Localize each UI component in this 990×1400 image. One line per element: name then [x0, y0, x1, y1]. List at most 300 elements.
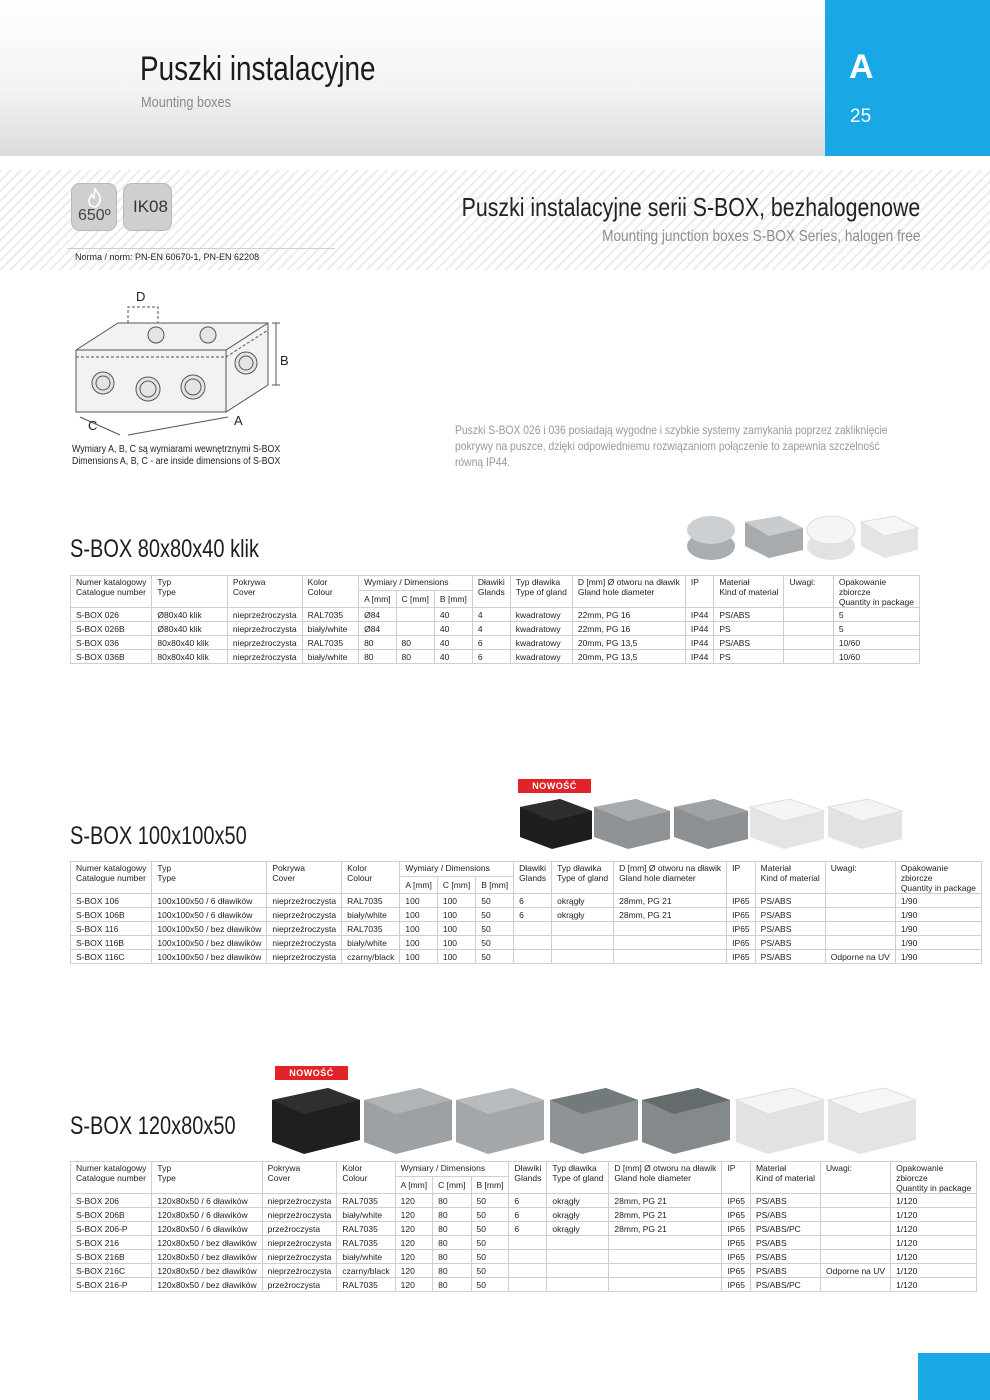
table-cell: 28mm, PG 21	[609, 1222, 722, 1236]
table-cell	[395, 1162, 509, 1177]
product-description: Puszki S-BOX 026 i 036 posiadają wygodne i szybkie systemy zamykania poprzez zakliknięcie pokrywy na puszce, dzięki odpowiedniemu rozwiązaniom połączenie to zapewnia szczelność równą IP44.	[455, 423, 888, 469]
table-cell: PS	[714, 650, 784, 664]
table-cell: RAL7035	[337, 1236, 395, 1250]
header-label: Gland hole diameter	[577, 587, 655, 597]
table-cell	[227, 576, 302, 608]
table-cell: 80	[433, 1194, 471, 1208]
header-label: Typ dławika	[557, 863, 602, 873]
header-label: Materiał	[760, 863, 791, 873]
table-cell: 1/120	[891, 1278, 977, 1292]
table-cell: nieprzeźroczysta	[267, 950, 342, 964]
table-cell: nieprzeźroczysta	[267, 908, 342, 922]
table-cell: RAL7035	[302, 608, 358, 622]
table-row	[71, 1278, 977, 1292]
table-cell	[472, 576, 510, 608]
header-label: zbiorcze	[900, 873, 933, 883]
table-cell	[400, 877, 437, 894]
table-cell: 120x80x50 / 6 dławików	[152, 1208, 262, 1222]
table-cell: okrągły	[547, 1208, 609, 1222]
impact-label: IK08	[133, 197, 168, 216]
table-cell: 100x100x50 / 6 dławików	[152, 908, 267, 922]
table-cell	[821, 1250, 891, 1264]
table-cell	[396, 608, 434, 622]
table-cell: S-BOX 026B	[71, 622, 152, 636]
table-cell	[547, 1278, 609, 1292]
table-cell: 120	[395, 1208, 432, 1222]
table-cell: RAL7035	[302, 636, 358, 650]
table-cell: 1/90	[895, 950, 981, 964]
header-label: IP	[727, 1163, 736, 1173]
header-label: Type	[157, 1173, 176, 1183]
table-cell: 1/90	[895, 936, 981, 950]
table-cell: 120x80x50 / bez dławików	[152, 1250, 262, 1264]
header-label: Kolor	[307, 577, 328, 587]
table-row	[71, 950, 982, 964]
table-cell: 80	[433, 1264, 471, 1278]
table-cell: 120	[395, 1250, 432, 1264]
table-cell	[552, 922, 614, 936]
table-cell: PS	[714, 622, 784, 636]
header-label: Pokrywa	[272, 863, 305, 873]
table-cell: RAL7035	[337, 1194, 395, 1208]
section-title: Puszki instalacyjne serii S-BOX, bezhalogenowe	[461, 192, 920, 222]
header-label: Glands	[514, 1173, 542, 1183]
header-label: Dławiki	[514, 1163, 542, 1173]
table-cell	[614, 936, 727, 950]
header-label: Typ	[157, 863, 172, 873]
header-label: Catalogue number	[76, 873, 146, 883]
header-label: Typ dławika	[552, 1163, 597, 1173]
header-label: A [mm]	[364, 594, 391, 605]
header-label: Gland hole diameter	[614, 1173, 691, 1183]
table-cell: 120x80x50 / bez dławików	[152, 1264, 262, 1278]
table-cell: Ø80x40 klik	[152, 622, 227, 636]
header-label: Cover	[272, 873, 296, 883]
table-cell: 100	[437, 908, 475, 922]
table-header-row	[71, 576, 920, 591]
header-label: zbiorcze	[838, 587, 871, 597]
table-cell: 6	[509, 1194, 547, 1208]
table-row	[71, 1208, 977, 1222]
table-cell: nieprzeźroczysta	[262, 1250, 337, 1264]
header-label: Quantity in package	[838, 597, 914, 607]
header-label: Typ	[157, 1163, 172, 1173]
divider	[67, 248, 335, 249]
header-label: Kind of material	[719, 587, 779, 597]
header-label: Catalogue number	[76, 1173, 146, 1183]
impact-badge	[123, 183, 172, 231]
table-cell: 50	[471, 1236, 509, 1250]
header-label: Type of gland	[552, 1173, 604, 1183]
table-cell: biały/white	[302, 622, 358, 636]
table-cell	[547, 1250, 609, 1264]
header-label: Opakowanie	[838, 577, 887, 587]
table-cell: 80	[396, 636, 434, 650]
dimension-diagram	[58, 285, 308, 445]
table-cell: 50	[471, 1194, 509, 1208]
table-cell: S-BOX 216B	[71, 1250, 152, 1264]
table-row	[71, 1222, 977, 1236]
caption-en: Dimensions A, B, C - are inside dimensions of S-BOX	[72, 456, 281, 467]
table-cell: IP65	[722, 1278, 751, 1292]
header-label: Pokrywa	[267, 1163, 301, 1173]
table-cell: IP65	[722, 1222, 751, 1236]
table-cell	[433, 1177, 471, 1194]
table-cell: nieprzeźroczysta	[262, 1264, 337, 1278]
table-cell: 80x80x40 klik	[152, 636, 227, 650]
table-cell: RAL7035	[337, 1222, 395, 1236]
table-cell: PS/ABS	[750, 1194, 820, 1208]
table-cell: 40	[434, 622, 472, 636]
table-cell: 120	[395, 1278, 432, 1292]
table-cell	[609, 1236, 722, 1250]
table-cell	[755, 862, 825, 894]
table-cell: IP44	[685, 650, 714, 664]
table-row	[71, 608, 920, 622]
header-label: D [mm] Ø otworu na dławik	[577, 577, 680, 587]
header-label: Colour	[307, 587, 333, 597]
table-row	[71, 1250, 977, 1264]
chapter-tab	[825, 0, 990, 156]
table-cell: 100	[400, 894, 437, 908]
header-label: Dławiki	[477, 577, 505, 587]
header-label: IP	[690, 577, 699, 587]
table-cell	[337, 1162, 395, 1194]
table-cell: 4	[472, 622, 510, 636]
table-cell: 1/120	[891, 1236, 977, 1250]
table-cell: 100	[400, 950, 437, 964]
table-cell: 50	[476, 922, 514, 936]
header-label: Type of gland	[557, 873, 609, 883]
table-cell: 100x100x50 / 6 dławików	[152, 894, 267, 908]
table-cell: 80	[433, 1236, 471, 1250]
header-label: zbiorcze	[896, 1173, 928, 1183]
table-cell	[342, 862, 400, 894]
table-cell: kwadratowy	[510, 650, 572, 664]
table-cell: 6	[472, 636, 510, 650]
header-label: C [mm]	[442, 880, 471, 891]
chapter-letter: A	[849, 48, 874, 86]
table-cell	[895, 862, 981, 894]
table-cell: biały/white	[302, 650, 358, 664]
table-cell	[552, 862, 614, 894]
table-cell: 40	[434, 650, 472, 664]
table-cell: nieprzeźroczysta	[267, 936, 342, 950]
table-cell: 40	[434, 636, 472, 650]
header-label: Glands	[477, 587, 505, 597]
header-label: D [mm] Ø otworu na dławik	[619, 863, 722, 873]
header-label: Catalogue number	[76, 587, 146, 597]
header-label: Numer katalogowy	[76, 863, 147, 873]
header-label: Uwagi:	[826, 1163, 852, 1173]
table-cell: 100x100x50 / bez dławików	[152, 922, 267, 936]
table-cell: czarny/black	[337, 1264, 395, 1278]
table-cell: S-BOX 036B	[71, 650, 152, 664]
header-label: Pokrywa	[232, 577, 266, 587]
header-label: A [mm]	[400, 1180, 428, 1191]
header-label: Typ dławika	[515, 577, 561, 587]
table-cell	[552, 950, 614, 964]
table-cell: okrągły	[547, 1222, 609, 1236]
table-cell: 28mm, PG 21	[614, 908, 727, 922]
table-cell: 120	[395, 1194, 432, 1208]
table-cell	[547, 1162, 609, 1194]
header-label: Typ	[157, 577, 172, 587]
temperature-label: 650º	[78, 207, 111, 224]
table-cell: IP65	[722, 1236, 751, 1250]
table-row	[71, 622, 920, 636]
table-cell	[784, 622, 833, 636]
table-cell: 50	[471, 1264, 509, 1278]
header-label: C [mm]	[438, 1180, 466, 1191]
table-cell	[825, 894, 895, 908]
table-cell: 20mm, PG 13,5	[572, 636, 685, 650]
table-cell	[821, 1236, 891, 1250]
table-cell	[302, 576, 358, 608]
table-cell	[609, 1264, 722, 1278]
table-row	[71, 1264, 977, 1278]
table-cell: PS/ABS	[755, 908, 825, 922]
new-badge: NOWOŚĆ	[518, 779, 591, 793]
table-cell: 100	[437, 950, 475, 964]
header-label: IP	[732, 863, 741, 873]
table-cell: 1/120	[891, 1194, 977, 1208]
table-cell	[727, 862, 756, 894]
page-title: Puszki instalacyjne	[140, 50, 376, 88]
label-a: A	[234, 413, 243, 428]
table-cell: 22mm, PG 16	[572, 622, 685, 636]
table-cell	[359, 576, 473, 591]
header-label: Uwagi:	[830, 863, 857, 873]
table-cell: 120x80x50 / 6 dławików	[152, 1222, 262, 1236]
header-label: B [mm]	[439, 594, 467, 605]
header-label: Wymiary / Dimensions	[400, 1163, 486, 1173]
table-cell	[400, 862, 514, 877]
table-cell	[514, 922, 552, 936]
header-label: Gland hole diameter	[619, 873, 696, 883]
header-label: Opakowanie	[900, 863, 949, 873]
table-cell	[514, 950, 552, 964]
table-cell	[395, 1177, 432, 1194]
table-cell: 1/120	[891, 1250, 977, 1264]
section-subtitle: Mounting junction boxes S-BOX Series, halogen free	[601, 228, 920, 245]
table-cell: 120	[395, 1222, 432, 1236]
table-cell: S-BOX 206-P	[71, 1222, 152, 1236]
table-cell: 80	[433, 1222, 471, 1236]
table-cell: 6	[514, 908, 552, 922]
header-label: Cover	[267, 1173, 291, 1183]
table-row	[71, 636, 920, 650]
table-row	[71, 650, 920, 664]
table-cell: PS/ABS	[755, 950, 825, 964]
table-cell: 50	[476, 936, 514, 950]
table-cell	[509, 1264, 547, 1278]
table-cell: 1/120	[891, 1264, 977, 1278]
table-cell: 28mm, PG 21	[609, 1208, 722, 1222]
table-cell: 120	[395, 1236, 432, 1250]
table-cell: RAL7035	[337, 1278, 395, 1292]
product-photos	[685, 508, 920, 564]
header-label: B [mm]	[481, 880, 509, 891]
norm-text: Norma / norm: PN-EN 60670-1, PN-EN 62208	[75, 252, 260, 262]
flame-icon	[85, 188, 105, 208]
table-cell: okrągły	[552, 908, 614, 922]
table-cell: 1/90	[895, 894, 981, 908]
table-cell	[434, 591, 472, 608]
header-label: Dławiki	[519, 863, 547, 873]
table-cell	[396, 622, 434, 636]
table-cell	[71, 576, 152, 608]
header-label: Glands	[519, 873, 547, 883]
table-cell: Ø84	[359, 622, 396, 636]
table-cell: biały/white	[342, 936, 400, 950]
table-cell: PS/ABS/PC	[750, 1222, 820, 1236]
table-cell	[784, 636, 833, 650]
label-b: B	[280, 353, 289, 368]
header-label: Kind of material	[755, 1173, 815, 1183]
header-label: Materiał	[719, 577, 750, 587]
header-label: D [mm] Ø otworu na dławik	[614, 1163, 717, 1173]
table-cell: czarny/black	[342, 950, 400, 964]
table-cell: biały/white	[342, 908, 400, 922]
table-cell: 22mm, PG 16	[572, 608, 685, 622]
table-cell: IP65	[727, 922, 756, 936]
table-cell: IP65	[727, 894, 756, 908]
table-cell: 80	[433, 1208, 471, 1222]
table-cell	[825, 922, 895, 936]
table-cell: 1/120	[891, 1222, 977, 1236]
table-cell	[509, 1162, 547, 1194]
table-cell: 20mm, PG 13,5	[572, 650, 685, 664]
table-cell: biały/white	[337, 1250, 395, 1264]
table-cell: kwadratowy	[510, 622, 572, 636]
table-cell: 80	[396, 650, 434, 664]
table-cell	[552, 936, 614, 950]
header-label: Materiał	[755, 1163, 787, 1173]
table-cell: 80	[433, 1278, 471, 1292]
table-cell: 120x80x50 / bez dławików	[152, 1236, 262, 1250]
header-label: Type	[157, 873, 176, 883]
table-cell: PS/ABS/PC	[750, 1278, 820, 1292]
table-cell: 50	[471, 1208, 509, 1222]
spec-table	[70, 575, 920, 664]
table-cell	[609, 1278, 722, 1292]
table-cell: PS/ABS	[750, 1264, 820, 1278]
table-cell	[152, 1162, 262, 1194]
table-cell: 6	[472, 650, 510, 664]
table-row	[71, 894, 982, 908]
table-cell	[784, 576, 833, 608]
page-number: 25	[850, 106, 872, 127]
table-cell: 50	[471, 1250, 509, 1264]
table-cell: 28mm, PG 21	[609, 1194, 722, 1208]
table-cell: PS/ABS	[755, 936, 825, 950]
table-cell: kwadratowy	[510, 608, 572, 622]
table-cell	[825, 936, 895, 950]
table-cell	[547, 1264, 609, 1278]
page-subtitle: Mounting boxes	[141, 94, 232, 111]
header-label: Type of gland	[515, 587, 567, 597]
table-cell	[514, 862, 552, 894]
table-cell: nieprzeźroczysta	[227, 636, 302, 650]
table-cell: S-BOX 206B	[71, 1208, 152, 1222]
table-cell: przeźroczysta	[262, 1278, 337, 1292]
table-cell	[685, 576, 714, 608]
table-cell: Ø80x40 klik	[152, 608, 227, 622]
table-cell	[609, 1162, 722, 1194]
table-cell: 100	[400, 936, 437, 950]
table-cell: 28mm, PG 21	[614, 894, 727, 908]
header-label: Wymiary / Dimensions	[364, 577, 449, 587]
temperature-badge	[71, 183, 117, 231]
product-title: S-BOX 100x100x50	[70, 822, 247, 850]
table-cell: IP65	[727, 950, 756, 964]
table-cell: S-BOX 116C	[71, 950, 152, 964]
table-cell	[396, 591, 434, 608]
table-cell: IP65	[722, 1208, 751, 1222]
table-cell: PS/ABS	[750, 1250, 820, 1264]
table-cell: nieprzeźroczysta	[227, 622, 302, 636]
table-row	[71, 908, 982, 922]
table-cell	[359, 591, 396, 608]
page-corner-tab	[918, 1353, 990, 1400]
table-cell: S-BOX 116	[71, 922, 152, 936]
table-cell: 5	[833, 608, 919, 622]
table-cell: przeźroczysta	[262, 1222, 337, 1236]
table-cell	[152, 576, 227, 608]
table-cell	[609, 1250, 722, 1264]
table-cell: 50	[476, 950, 514, 964]
table-cell	[437, 877, 475, 894]
table-cell: 50	[471, 1222, 509, 1236]
table-row	[71, 1236, 977, 1250]
table-cell: 100x100x50 / bez dławików	[152, 950, 267, 964]
table-cell: S-BOX 116B	[71, 936, 152, 950]
dimension-caption	[72, 444, 280, 468]
table-cell: 1/90	[895, 922, 981, 936]
table-cell: okrągły	[547, 1194, 609, 1208]
table-cell	[514, 936, 552, 950]
table-cell: kwadratowy	[510, 636, 572, 650]
table-cell: 50	[471, 1278, 509, 1292]
table-cell	[825, 862, 895, 894]
table-cell: nieprzeźroczysta	[227, 608, 302, 622]
table-cell: biały/white	[337, 1208, 395, 1222]
table-cell	[71, 862, 152, 894]
table-cell: nieprzeźroczysta	[262, 1208, 337, 1222]
table-cell: 80	[359, 650, 396, 664]
header-label: Cover	[232, 587, 256, 597]
table-cell	[821, 1194, 891, 1208]
table-cell: 1/120	[891, 1208, 977, 1222]
table-cell: S-BOX 216-P	[71, 1278, 152, 1292]
table-cell: nieprzeźroczysta	[262, 1236, 337, 1250]
product-title: S-BOX 80x80x40 klik	[70, 535, 259, 563]
table-header-row	[71, 1162, 977, 1177]
table-cell	[750, 1162, 820, 1194]
table-cell: 100	[400, 908, 437, 922]
header-label: Colour	[347, 873, 373, 883]
spec-table	[70, 1161, 977, 1292]
table-cell	[267, 862, 342, 894]
table-cell: Odporne na UV	[821, 1264, 891, 1278]
label-c: C	[88, 418, 98, 433]
header-label: Quantity in package	[900, 883, 976, 893]
table-cell: PS/ABS	[714, 636, 784, 650]
table-cell: okrągły	[552, 894, 614, 908]
table-cell: 80	[359, 636, 396, 650]
product-photos	[518, 795, 922, 851]
